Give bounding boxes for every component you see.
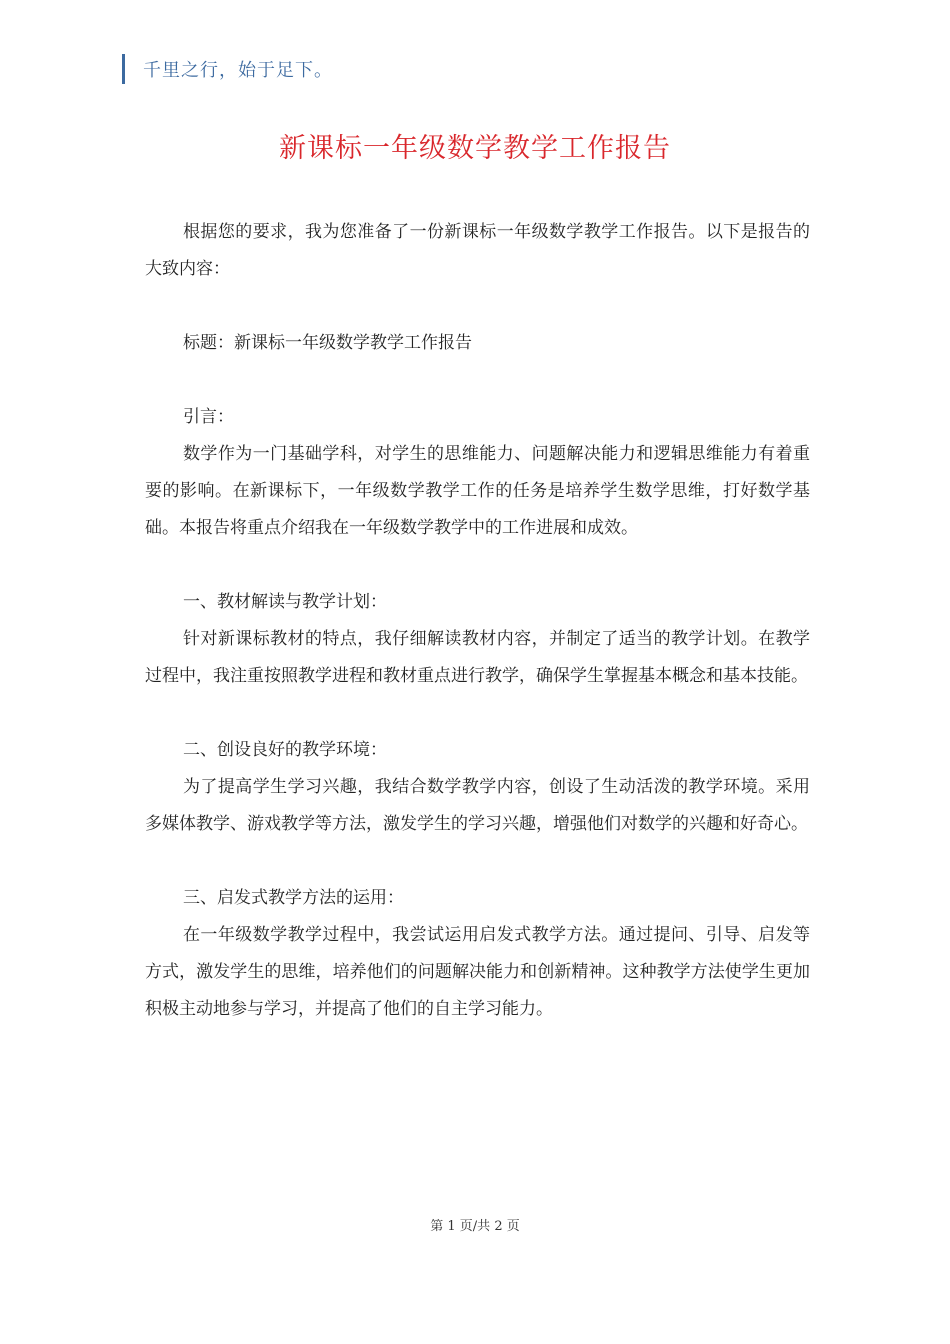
section-2-paragraph: 为了提高学生学习兴趣，我结合数学教学内容，创设了生动活泼的教学环境。采用多媒体教学、游戏教学等方法，激发学生的学习兴趣，增强他们对数学的兴趣和好奇心。	[145, 777, 810, 834]
title-line: 标题：新课标一年级数学教学工作报告	[183, 333, 472, 353]
page-header	[122, 54, 333, 84]
intro-paragraph: 根据您的要求，我为您准备了一份新课标一年级数学教学工作报告。以下是报告的大致内容：	[145, 222, 810, 279]
section-3-paragraph: 在一年级数学教学过程中，我尝试运用启发式教学方法。通过提问、引导、启发等方式，激发学生的思维，培养他们的问题解决能力和创新精神。这种教学方法使学生更加积极主动地参与学习，并提高了他们的自主学习能力。	[145, 925, 810, 1019]
section-1-paragraph: 针对新课标教材的特点，我仔细解读教材内容，并制定了适当的教学计划。在教学过程中，我注重按照教学进程和教材重点进行教学，确保学生掌握基本概念和基本技能。	[145, 629, 810, 686]
document-body	[145, 214, 810, 1028]
header-accent-bar	[122, 54, 125, 84]
section-1-heading: 一、教材解读与教学计划：	[183, 592, 387, 612]
section-2-heading: 二、创设良好的教学环境：	[183, 740, 387, 760]
header-motto: 千里之行，始于足下。	[143, 60, 333, 81]
document-title: 新课标一年级数学教学工作报告	[279, 133, 671, 164]
section-3-heading: 三、启发式教学方法的运用：	[183, 888, 404, 908]
preface-heading: 引言：	[183, 407, 234, 427]
preface-paragraph: 数学作为一门基础学科，对学生的思维能力、问题解决能力和逻辑思维能力有着重要的影响。在新课标下，一年级数学教学工作的任务是培养学生数学思维，打好数学基础。本报告将重点介绍我在一年级数学教学中的工作进展和成效。	[145, 444, 810, 538]
page-footer: 第 1 页/共 2 页	[430, 1219, 520, 1234]
